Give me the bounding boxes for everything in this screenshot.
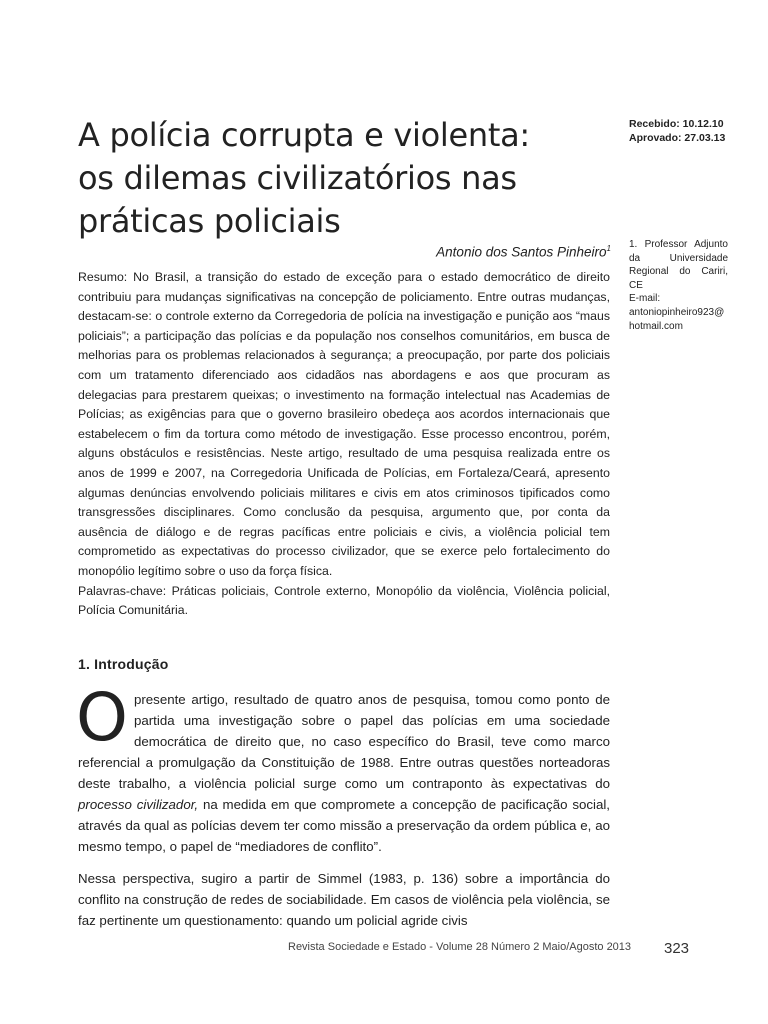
paragraph-2: Nessa perspectiva, sugiro a partir de Simmel (1983, p. 136) sobre a importância do conflito na construção de redes de sociabilidade. Em casos de violência pela violência, se faz pertinente um questionamento: quando um policial agride civis <box>78 871 610 928</box>
abstract-keywords: Palavras-chave: Práticas policiais, Controle externo, Monopólio da violência, Violência policial, Polícia Comunitária. <box>78 583 610 618</box>
submission-dates <box>629 118 739 145</box>
abstract <box>78 268 610 621</box>
title-line-1: A polícia corrupta e violenta: <box>78 116 530 154</box>
paragraph-1-end: na medida em que compromete a concepção de pacificação social, através da qual as polícias devem ter como missão a preservação da ordem pública e, ao mesmo tempo, o papel de “mediadores de conflito”. <box>78 797 611 854</box>
article-title <box>78 114 598 243</box>
author-footnote-mark: 1 <box>606 244 611 253</box>
page-number: 323 <box>664 940 690 957</box>
author-line <box>380 244 611 260</box>
title-line-3: práticas policiais <box>78 202 341 240</box>
author-name: Antonio dos Santos Pinheiro <box>436 244 607 260</box>
footnote-email: E-mail: antoniopinheiro923@hotmail.com <box>629 293 725 332</box>
paragraph-1-italic: processo civilizador, <box>78 797 199 812</box>
received-date: Recebido: 10.12.10 <box>629 118 724 130</box>
title-line-2: os dilemas civilizatórios nas <box>78 159 517 197</box>
abstract-summary: Resumo: No Brasil, a transição do estado de exceção para o estado democrático de direito contribuiu para mudanças significativas na concepção de policiamento. Entre outras mudanças, destacam-se: o controle externo da Corregedoria de polícia na investigação e punição aos “maus policiais”; a participação das polícias e da população nos conselhos comunitários, em busca de melhorias para os problemas relacionados à segurança; a preocupação, por parte dos policiais com um tratamento diferenciado aos cidadãos nas abordagens e aos que procuram as delegacias para prestarem queixas; o investimento na formação intelectual nas Academias de Polícias; as exigências para que o governo brasileiro obedeça aos acordos internacionais que estabelecem o fim da tortura como método de investigação. Esse processo encontrou, porém, alguns obstáculos e resistências. Neste artigo, resultado de uma pesquisa realizada entre os anos de 1999 e 2007, na Corregedoria Unificada de Polícias, em Fortaleza/Ceará, apresento algumas denúncias envolvendo policiais militares e civis em atos criminosos tipificados como transgressões disciplinares. Como conclusão da pesquisa, argumento que, por conta da ausência de diálogo e de regras pacíficas entre policiais e civis, a violência policial tem comprometido as expectativas do processo civilizador, que se exerce pelo fortalecimento do monopólio legítimo sobre o uso da força física. <box>78 270 610 578</box>
approved-date: Aprovado: 27.03.13 <box>629 131 726 144</box>
journal-footer: Revista Sociedade e Estado - Volume 28 Número 2 Maio/Agosto 2013 <box>288 941 632 953</box>
footnote-affiliation: 1. Professor Adjunto da Universidade Regional do Cariri, CE <box>629 239 728 291</box>
body-text <box>76 679 611 942</box>
author-footnote <box>629 238 728 333</box>
paragraph-1 <box>76 679 611 857</box>
paragraph-1-start: presente artigo, resultado de quatro anos de pesquisa, tomou como ponto de partida uma investigação sobre o papel das polícias em uma sociedade democrática de direito que, no caso específico do Brasil, teve como marco referencial a promulgação da Constituição de 1988. Entre outras questões norteadoras deste trabalho, a violência policial surge como um contraponto às expectativas do <box>78 692 610 791</box>
drop-cap: O <box>76 679 128 756</box>
section-heading: 1. Introdução <box>78 656 169 672</box>
